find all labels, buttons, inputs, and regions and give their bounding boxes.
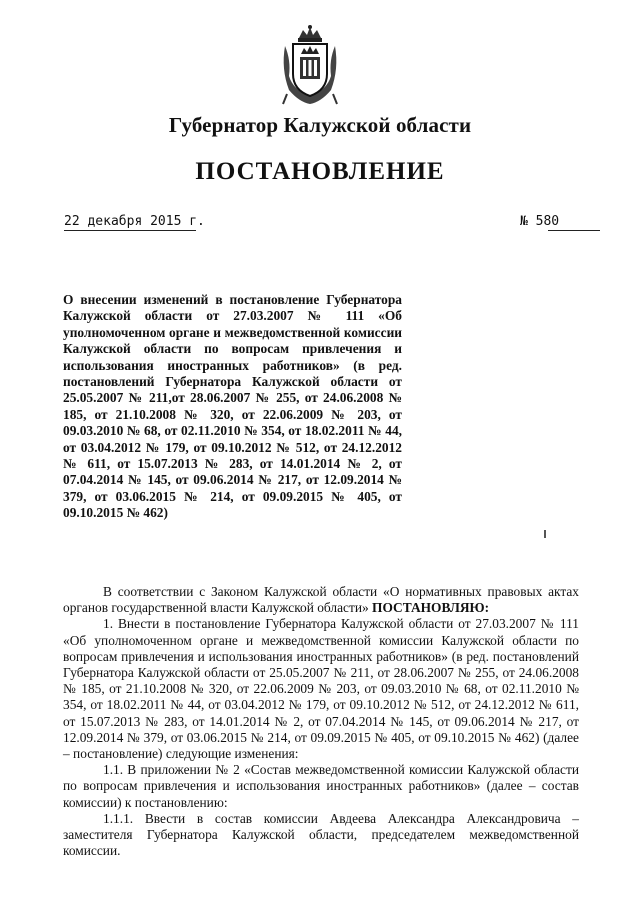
item-1-paragraph: 1. Внести в постановление Губернатора Калужской области от 27.03.2007 № 111 «Об уполномоченном органе и межведомственной комиссии Калужской области по вопросам привлечения и использования иностранных работников» (в ред. постановлений Губернатора Калужской области от 25.05.2007 № 211, от 28.06.2007 № 255, от 24.06.2008 № 185, от 21.10.2008 № 320, от 22.06.2009 № 203, от 09.03.2010 № 68, от 02.11.2010 № 354, от 18.02.2011 № 44, от 03.04.2012 № 179, от 09.10.2012 № 512, от 24.12.2012 № 611, от 15.07.2013 № 283, от 14.01.2014 № 2, от 07.04.2014 № 145, от 09.06.2014 № 217, от 12.09.2014 № 379, от 03.06.2015 № 214, от 09.09.2015 № 405, от 09.10.2015 № 462) (далее – постановление) следующие изменения: bbox=[63, 616, 579, 762]
date-underline bbox=[64, 230, 196, 231]
document-body bbox=[63, 584, 579, 859]
authority-title: Губернатор Калужской области bbox=[168, 113, 472, 137]
decree-word: ПОСТАНОВЛЯЮ: bbox=[372, 600, 490, 616]
document-type-heading: ПОСТАНОВЛЕНИЕ bbox=[195, 158, 445, 185]
preamble-paragraph bbox=[63, 584, 579, 616]
item-1-1-paragraph: 1.1. В приложении № 2 «Состав межведомственной комиссии Калужской области по вопросам привлечения и использования иностранных работников» (далее – состав комиссии) к постановлению: bbox=[63, 762, 579, 810]
stray-mark bbox=[544, 530, 546, 538]
document-date: 22 декабря 2015 г. bbox=[64, 214, 205, 229]
document-number: № 580 bbox=[520, 214, 560, 229]
preamble-text: В соответствии с Законом Калужской области «О нормативных правовых актах органов государственной власти Калужской области» bbox=[63, 584, 579, 616]
kaluga-coat-of-arms-icon bbox=[279, 24, 341, 106]
number-underline bbox=[548, 230, 600, 231]
document-subject-title: О внесении изменений в постановление Губернатора Калужской области от 27.03.2007 № 111 «Об уполномоченном органе и межведомственной комиссии Калужской области по вопросам привлечения и использования иностранных работников» (в ред. постановлений Губернатора Калужской области от 25.05.2007 № 211,от 28.06.2007 № 255, от 24.06.2008 № 185, от 21.10.2008 № 320, от 22.06.2009 № 203, от 09.03.2010 № 68, от 02.11.2010 № 354, от 18.02.2011 № 44, от 03.04.2012 № 179, от 09.10.2012 № 512, от 24.12.2012 № 611, от 15.07.2013 № 283, от 14.01.2014 № 2, от 07.04.2014 № 145, от 09.06.2014 № 217, от 12.09.2014 № 379, от 03.06.2015 № 214, от 09.09.2015 № 405, от 09.10.2015 № 462) bbox=[63, 292, 402, 521]
item-1-1-1-paragraph: 1.1.1. Ввести в состав комиссии Авдеева Александра Александровича – заместителя Губернатора Калужской области, председателем межведомственной комиссии. bbox=[63, 810, 579, 859]
